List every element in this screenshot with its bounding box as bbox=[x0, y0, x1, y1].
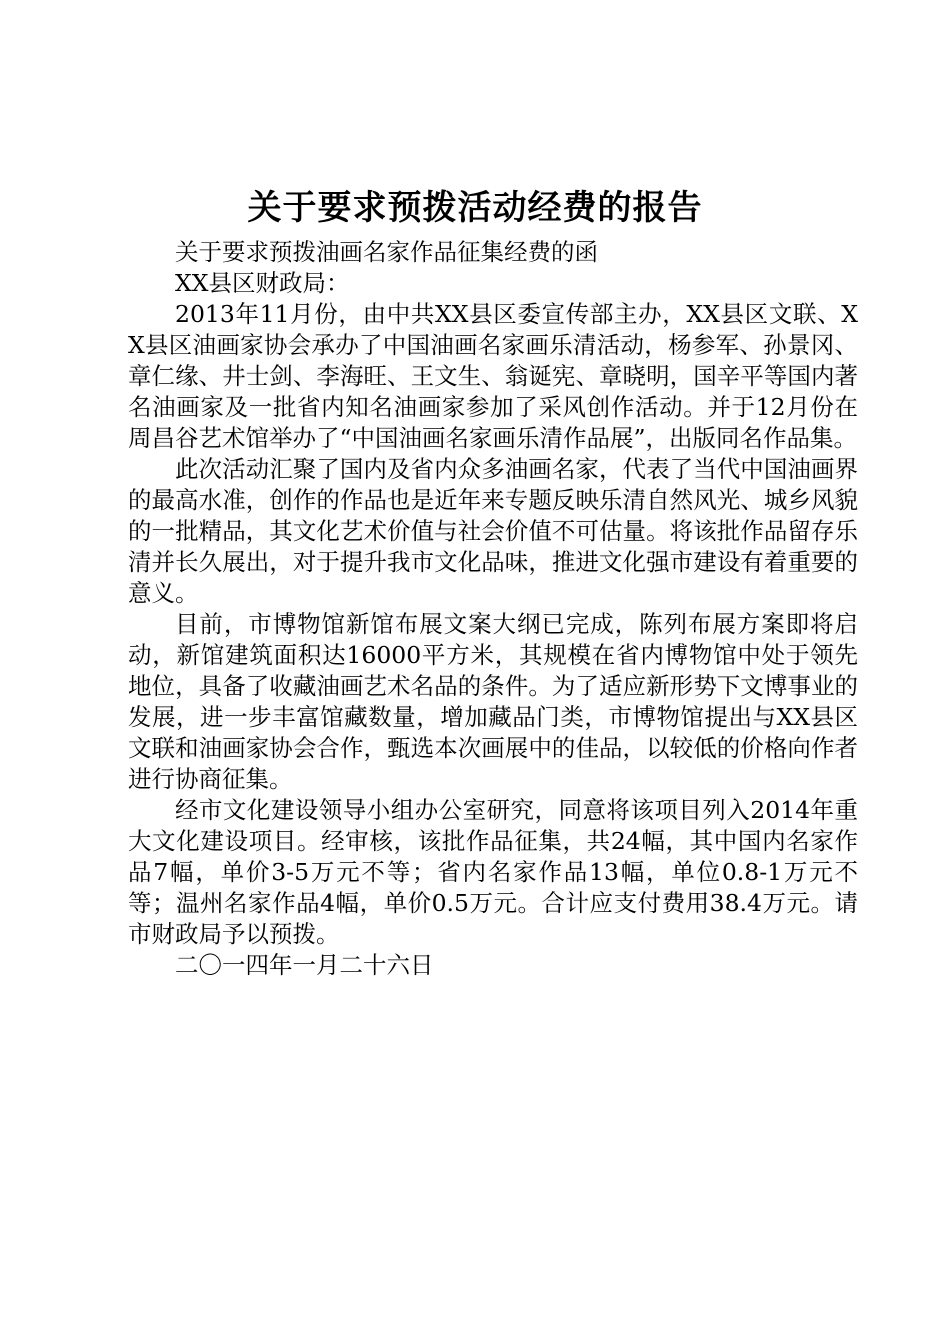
document-title: 关于要求预拨活动经费的报告 bbox=[247, 188, 703, 228]
paragraph-museum: 目前，市博物馆新馆布展文案大纲已完成，陈列布展方案即将启动，新馆建筑面积达16000平方米，其规模在省内博物馆中处于领先地位，具备了收藏油画艺术名品的条件。为了适应新形势下文博事业的发展，进一步丰富馆藏数量，增加藏品门类，市博物馆提出与XX县区文联和油画家协会合作，甄选本次画展中的佳品，以较低的价格向作者进行协商征集。 bbox=[128, 610, 858, 793]
paragraph-funding-request: 经市文化建设领导小组办公室研究，同意将该项目列入2014年重大文化建设项目。经审核，该批作品征集，共24幅，其中国内名家作品7幅，单价3-5万元不等；省内名家作品13幅，单位0.8-1万元不等；温州名家作品4幅，单价0.5万元。合计应支付费用38.4万元。请市财政局予以预拨。 bbox=[128, 796, 858, 948]
subject-line: 关于要求预拨油画名家作品征集经费的函 bbox=[175, 238, 598, 266]
paragraph-background: 2013年11月份，由中共XX县区委宣传部主办，XX县区文联、XX县区油画家协会承办了中国油画名家画乐清活动，杨参军、孙景冈、章仁缘、井士剑、李海旺、王文生、翁诞宪、章晓明，国辛平等国内著名油画家及一批省内知名油画家参加了采风创作活动。并于12月份在周昌谷艺术馆举办了“中国油画名家画乐清作品展”，出版同名作品集。 bbox=[128, 300, 858, 452]
document-date: 二〇一四年一月二十六日 bbox=[175, 951, 434, 979]
paragraph-significance: 此次活动汇聚了国内及省内众多油画名家，代表了当代中国油画界的最高水准，创作的作品也是近年来专题反映乐清自然风光、城乡风貌的一批精品，其文化艺术价值与社会价值不可估量。将该批作品留存乐清并长久展出，对于提升我市文化品味，推进文化强市建设有着重要的意义。 bbox=[128, 455, 858, 607]
document-body bbox=[128, 237, 858, 981]
recipient-line: XX县区财政局： bbox=[175, 269, 350, 297]
